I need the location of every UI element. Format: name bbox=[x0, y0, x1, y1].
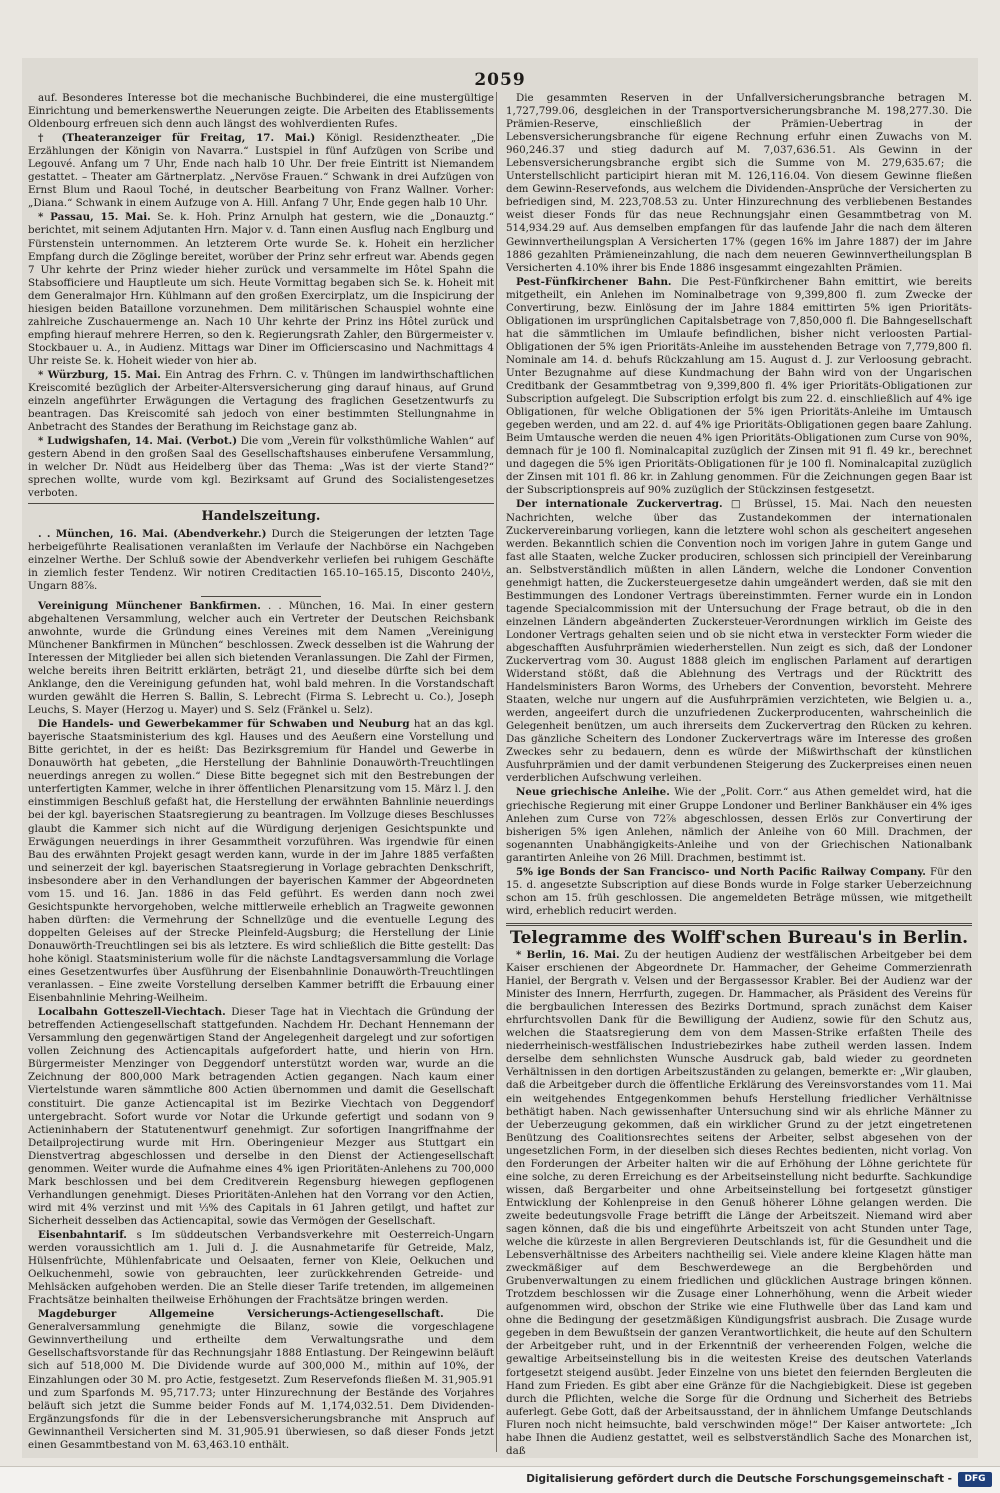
article-text: Zu der heutigen Audienz der westfälischen Arbeitgeber bei dem Kaiser erschienen der Abgeordnete Dr. Hammacher, der Geheime Commerzienrath Haniel, der Bergrath v. Velsen und der Bergassessor Krabler. Bei der Audienz war der Minister des Innern, Herrfurth, zugegen. Dr. Hammacher, als Präsident des Vereins für die bergbaulichen Interessen des Bezirks Dortmund, sprach zunächst dem Kaiser ehrfurchtsvollen Dank für die Bewilligung der Audienz, sowie für den Schutz aus, welchen die Staatsregierung dem von dem Massen-Strike erfaßten Theile des niederrheinisch-westfälischen Industriebezirkes habe zutheil werden lassen. Indem derselbe dem sehnlichsten Wunsche Ausdruck gab, bald wieder zu geordneten Verhältnissen in den dortigen Arbeitszuständen zu gelangen, bemerkte er: „Wir glauben, daß die Arbeitgeber durch die öffentliche Erklärung des Vereinsvorstandes vom 11. Mai ein weitgehendes Entgegenkommen behufs Herstellung friedlicher Verhältnisse bethätigt haben. Nach gewissenhafter Untersuchung sind wir als ehrliche Männer zu der Ueberzeugung gekommen, daß ein wirklicher Grund zu der jetzt eingetretenen Benützung des Coalitionsrechtes seitens der Arbeiter, selbst abgesehen von der ungesetzlichen Form, in der dieselben sich dieses Rechtes bedienten, nicht vorlag. Von den Forderungen der Arbeiter halten wir die auf Erhöhung der Löhne gerichtete für eine solche, zu deren Erreichung es der Arbeitseinstellung nicht bedurfte. Sachkundige wissen, daß Bergarbeiter und ohne Arbeitseinstellung bei fortgesetzt günstiger Entwicklung der Kohlenpreise in den Genuß höherer Löhne gelangen werden. Die zweite bedeutungsvolle Frage betrifft die Länge der Arbeitszeit. Niemand wird aber sagen können, daß die bis und eingeführte Arbeitszeit von acht Stunden unter Tage, welche die kürzeste in allen Bergrevieren Deutschlands ist, für die Gesundheit und die Lebensverhältnisse des Arbeiters nachtheilig sei. Viele andere kleine Klagen hätte man zweckmäßiger auf dem Beschwerdewege an die Bergbehörden und Grubenverwaltungen zu einem friedlichen und glücklichen Austrage bringen können. Trotzdem beschlossen wir die Zusage einer Lohnerhöhung, wenn die Arbeit wieder aufgenommen wird, obschon der Strike wie eine Fluthwelle über das Land kam und ohne die Bedingung der gesetzmäßigen Kündigungsfrist ausbrach. Die Zusage wurde gegeben in dem Bewußtsein der ganzen Verantwortlichkeit, die heute auf den Schultern der Arbeitgeber ruht, und in der Erkenntniß der verheerenden Folgen, welche die gewaltige Arbeitseinstellung bis in die weitesten Kreise des deutschen Vaterlands fortgesetzt steigend ausübt. Jeder Einzelne von uns bietet den feiernden Bergleuten die Hand zum Frieden. Es gibt aber eine Gränze für die Nachgiebigkeit. Diese ist gegeben durch die Pflichten, welche die Sorge für die Ordnung und Sicherheit des Betriebs auferlegt. Gebe Gott, daß der Arbeitsausstand, der in ähnlichem Umfange Deutschlands Fluren noch nicht heimsuchte, bald verschwinden möge!“ Der Kaiser antwortete: „Ich habe Ihnen die Audienz gestattet, weil es selbstverständlich Sache des Monarchen ist, daß bbox=[506, 949, 972, 1457]
article-heading: Pest-Fünfkirchener Bahn. bbox=[516, 275, 672, 288]
column-divider bbox=[496, 92, 497, 1452]
article-heading: * Würzburg, 15. Mai. bbox=[38, 368, 161, 381]
article-text: Ein Antrag des Frhrn. C. v. Thüngen im landwirthschaftlichen Kreiscomité bezüglich der Arbeiter-Altersversicherung ging darauf hinaus, auf Grund einzeln angeführter Erwägungen die Vertagung des fraglichen Gesetzentwurfs zu beantragen. Das Kreiscomité sah jedoch von einer bestimmten Stellungnahme in Anbetracht des Standes der Berathung im Reichstage ganz ab. bbox=[28, 368, 495, 434]
digitization-footer bbox=[0, 1466, 1000, 1493]
right-column bbox=[506, 92, 972, 1459]
article-griechische-anleihe bbox=[506, 786, 972, 864]
article-heading: Vereinigung Münchener Bankfirmen. bbox=[38, 599, 261, 612]
article-heading: 5% ige Bonds der San Francisco- und North Pacific Railway Company. bbox=[516, 865, 926, 878]
article-text: Die Generalversammlung genehmigte die Bilanz, sowie die vorgeschlagene Gewinnvertheilung und ertheilte dem Verwaltungsrathe und dem Gesellschaftsvorstande für das Rechnungsjahr 1888 Entlastung. Der Reingewinn beläuft sich auf 518,000 M. Die Dividende wurde auf 300,000 M., mithin auf 10%, der Einzahlungen oder 30 M. pro Actie, festgesetzt. Zum Reservefonds fließen M. 31,905.91 und zum Sparfonds M. 95,717.73; unter Hinzurechnung der Bestände des Vorjahres beläuft sich jetzt die Summe beider Fonds auf M. 1,174,032.51. Dem Dividenden-Ergänzungsfonds für die in der Lebensversicherungsbranche mit Anspruch auf Gewinnantheil Versicherten sind M. 31,905.91 überwiesen, so daß dieser Fonds jetzt einen Gesammtbestand von M. 63,463.10 enthält. bbox=[28, 1308, 494, 1451]
article-text: Se. k. Hoh. Prinz Arnulph hat gestern, wie die „Donauztg.“ berichtet, mit seinem Adjutanten Hrn. Major v. d. Tann einen Ausflug nach Englburg und Fürstenstein unternommen. An letzterem Orte wurde Se. k. Hoheit ein herzlicher Empfang durch die Zöglinge bereitet, worüber der Prinz sehr erfreut war. Abends gegen 7 Uhr kehrte der Prinz wieder hieher zurück und versammelte im Hôtel Spahn die Stabsofficiere und Hauptleute um sich. Heute Vormittag begaben sich Se. k. Hoheit mit dem Generalmajor Hrn. Kühlmann auf den großen Exercirplatz, um die Inspicirung der hiesigen beiden Bataillone vorzunehmen. Dem militärischen Schauspiel wohnte eine zahlreiche Zuschauermenge an. Nach 10 Uhr kehrte der Prinz ins Hôtel zurück und empfing hierauf mehrere Herren, so den k. Regierungsrath Zahler, den Bürgermeister v. Stockbauer u. A., in Audienz. Mittags war Diner im Officierscasino und Nachmittags 4 Uhr reiste Se. k. Hoheit wieder von hier ab. bbox=[28, 211, 494, 367]
article-theater bbox=[28, 132, 494, 210]
section-title-telegramme: Telegramme des Wolff'schen Bureau's in Berlin. bbox=[509, 927, 969, 948]
article-localbahn bbox=[28, 1006, 494, 1228]
section-title-handelszeitung: Handelszeitung. bbox=[201, 509, 321, 525]
article-magdeburger bbox=[28, 1308, 494, 1452]
article-text: □ Brüssel, 15. Mai. Nach den neuesten Nachrichten, welche über das Zustandekommen der internationalen Zuckervereinbarung vorliegen, kann die letztere wohl schon als gescheitert angesehen werden. Bekanntlich schien die Convention noch im vorigen Jahre in gutem Gange und fast alle Staaten, welche Zucker produciren, schlossen sich principiell der Vereinbarung an. Selbstverständlich müßten in allen Ländern, welche die Londoner Convention genehmigt hatten, die Zuckersteuergesetze dahin umgeändert werden, daß sie mit den Bestimmungen des Londoner Vertrags übereinstimmten. Ferner wurde ein in London tagende Specialcommission mit der Untersuchung der Frage betraut, ob die in den einzelnen Ländern abgeänderten Zuckersteuer-Verordnungen wirklich im Geiste des Londoner Vertrags gehalten seien und ob sie nicht etwa in versteckter Form wieder die abgeschafften Ausfuhrprämien wiederherstellen. Nun zeigt es sich, daß der Londoner Zuckervertrag vom 30. August 1888 gleich im englischen Parlament auf derartigen Widerstand stößt, daß die Ablehnung des Vertrags und der Rücktritt des Handelsministers Baron Worms, des Urhebers der Convention, bevorsteht. Mehrere Staaten, welche nur ungern auf die Ausfuhrprämien verzichteten, wie Belgien u. a., werden, angeeifert durch die unzufriedenen Zuckerproducenten, wahrscheinlich die Gelegenheit benützen, um auch ihrerseits dem Zuckervertrag den Rücken zu kehren. Das gänzliche Scheitern des Londoner Zuckervertrags wäre im Interesse des großen Zweckes sehr zu bedauern, denn es würde der Mißwirthschaft der künstlichen Ausfuhrprämien und der damit verbundenen Steigerung des Zuckerpreises einen neuen verderblichen Aufschwung verleihen. bbox=[506, 498, 972, 785]
article-passau bbox=[28, 211, 494, 368]
article-text: hat an das kgl. bayerische Staatsministerium des kgl. Hauses und des Aeußern eine Vorstellung und Bitte gerichtet, in der es heißt: Das Bezirksgremium für Handel und Gewerbe in Donauwörth hat gebeten, „die Herstellung der Bahnlinie Donauwörth-Treuchtlingen neuerdings anregen zu wollen.“ Diese Bitte begegnet sich mit den Bestrebungen der unterfertigten Kammer, welche in ihrer öffentlichen Plenarsitzung vom 15. März l. J. den einstimmigen Beschluß gefaßt hat, die Herstellung der erwähnten Bahnlinie neuerdings bei der kgl. bayerischen Staatsregierung zu beantragen. Im Vollzuge dieses Beschlusses glaubt die Kammer sich nicht auf die Würdigung derjenigen Gesichtspunkte und Erwägungen neuerdings in ihrer Gesammtheit vorzuführen. Was irgendwie für einen Bau des erwähnten Projekt gesagt werden kann, wurde in der im Jahre 1885 verfaßten und seinerzeit der kgl. bayerischen Staatsregierung in Vorlage gebrachten Denkschrift, insbesondere aber in den Verhandlungen der bayerischen Kammer der Abgeordneten vom 15. und 16. Jan. 1886 in das Feld geführt. Es werden dann noch zwei Gesichtspunkte hervorgehoben, welche mittlerweile erheblich an Tragweite gewonnen haben dürften: die Vermehrung der Schnellzüge und die eventuelle Legung des doppelten Geleises auf der Strecke Pleinfeld-Augsburg; die Herstellung der Linie Donauwörth-Treuchtlingen sei bis als letztere. Es wird schließlich die Bitte gestellt: Das hohe königl. Staatsministerium wolle für die nächste Landtagsversammlung die Vorlage eines Gesetzentwurfes über Ausführung der Eisenbahnlinie Donauwörth-Treuchtlingen veranlassen. – Eine zweite Vorstellung derselben Kammer betrifft die Erbauung einer Eisenbahnlinie Mehring-Weilheim. bbox=[28, 718, 494, 1005]
article-heading: Magdeburger Allgemeine Versicherungs-Actiengesellschaft. bbox=[38, 1308, 444, 1321]
article-berlin bbox=[506, 949, 972, 1458]
article-heading: * Ludwigshafen, 14. Mai. (Verbot.) bbox=[38, 435, 238, 448]
article-handelskammer bbox=[28, 718, 494, 1005]
article-text: . . München, 16. Mai. In einer gestern abgehaltenen Versammlung, welcher auch ein Vertreter der Deutschen Reichsbank anwohnte, wurde die Gründung eines Vereines mit dem Namen „Vereinigung Münchener Bankfirmen in München“ beschlossen. Zweck desselben ist die Wahrung der Interessen der Mitglieder bei allen sich bietenden Veranlassungen. Die Zahl der Firmen, welche bereits ihren Beitritt erklärten, beträgt 21, und dieselbe dürfte sich bei dem Anklange, den die Vereinigung gefunden hat, wohl bald mehren. In die Vorstandschaft wurden gewählt die Herren S. Ballin, S. Lebrecht (Firma S. Lebrecht u. Co.), Joseph Leuchs, S. Mayer (Herzog u. Mayer) und S. Selz (Fränkel u. Selz). bbox=[28, 599, 494, 717]
section-rule bbox=[28, 503, 494, 504]
article-pest-bahn bbox=[506, 276, 972, 498]
article-text: s Im süddeutschen Verbandsverkehre mit Oesterreich-Ungarn werden voraussichtlich am 1. Juli d. J. die Ausnahmetarife für Getreide, Malz, Hülsenfrüchte, Mühlenfabricate und Oelsaaten, ferner von Kleie, Oelkuchen und Oelkuchenmehl, sowie von gebrauchten, leer zurückkehrenden Getreide- und Mehlsäcken aufgehoben werden. Die an Stelle dieser Tarife tretenden, im allgemeinen Frachtsätze beinhalten theilweise Erhöhungen der Frachtsätze bringen werden. bbox=[28, 1228, 495, 1307]
article-heading: Neue griechische Anleihe. bbox=[516, 786, 670, 799]
article-text: Dieser Tage hat in Viechtach die Gründung der betreffenden Actiengesellschaft stattgefunden. Nachdem Hr. Dechant Hennemann der Versammlung den gegenwärtigen Stand der Angelegenheit dargelegt und zur sofortigen vollen Zeichnung des Actiencapitals aufgefordert hatte, und hierin von Hrn. Bürgermeister Menzinger von Deggendorf unterstützt worden war, wurde an die Zeichnung der 800,000 Mark betragenden Actien gegangen. Nach kaum einer Viertelstunde waren sämmtliche 800 Actien übernommen und damit die Gesellschaft constituirt. Die ganze Actiencapital ist im Bezirke Viechtach von Deggendorf untergebracht. Sofort wurde vor Notar die Urkunde gefertigt und sodann von 9 Actieninhabern der Statutenentwurf genehmigt. Zur sofortigen Inangriffnahme der Detailprojectirung wurde mit Hrn. Oberingenieur Mezger aus Stuttgart ein Dienstvertrag abgeschlossen und derselbe in den Dienst der Actiengesellschaft genommen. Weiter wurde die Aufnahme eines 4% igen Prioritäten-Anlehens zu 700,000 Mark beschlossen und bei dem Creditverein Regensburg hiewegen gepflogenen Verhandlungen genehmigt. Dieses Prioritäten-Anlehen hat den Vorrang vor den Actien, wird mit 4% verzinst und mit ⅓% des Capitals in 61 Jahren getilgt, und haftet zur Sicherheit desselben das Actiencapital, sowie das Vermögen der Gesellschaft. bbox=[28, 1006, 494, 1227]
short-rule bbox=[201, 596, 321, 597]
article-bonds bbox=[506, 866, 972, 918]
article-text: Die vom „Verein für volksthümliche Wahlen“ auf gestern Abend in den großen Saal des Gesellschaftshauses einberufene Versammlung, in welcher Dr. Nüdt aus Heidelberg über das Thema: „Was ist der vierte Stand?“ sprechen wollte, wurde vom kgl. Bezirksamt auf Grund des Socialistengesetzes verboten. bbox=[28, 435, 494, 500]
dfg-logo: DFG bbox=[958, 1472, 992, 1487]
article-text: Königl. Residenztheater. „Die Erzählungen der Königin von Navarra.“ Lustspiel in fünf Aufzügen von Scribe und Legouvé. Anfang um 7 Uhr, Ende nach halb 10 Uhr. Der freie Eintritt ist Niemandem gestattet. – Theater am Gärtnerplatz. „Nervöse Frauen.“ Schwank in drei Aufzügen von Ernst Blum und Raoul Toché, in deutscher Bearbeitung von Franz Wallner. Vorher: „Diana.“ Schwank in einem Aufzuge von A. Hill. Anfang 7 Uhr, Ende gegen halb 10 Uhr. bbox=[28, 132, 494, 210]
article-ludwigshafen bbox=[28, 435, 494, 500]
article-heading: * Berlin, 16. Mai. bbox=[516, 949, 620, 961]
footer-credit-text: Digitalisierung gefördert durch die Deutsche Forschungsgemeinschaft - bbox=[526, 1473, 952, 1485]
article-heading: . . München, 16. Mai. (Abendverkehr.) bbox=[38, 527, 267, 540]
article-paragraph: auf. Besonderes Interesse bot die mechanische Buchbinderei, die eine mustergültige Einrichtung und bemerkenswerthe Neuerungen zeigte. Die Arbeiten des Etablissements Oldenbourg erfreuen sich denn auch längst des wohlverdienten Rufes. bbox=[28, 92, 494, 131]
article-bankfirmen bbox=[28, 600, 494, 717]
page-number: 2059 bbox=[474, 70, 526, 90]
article-zuckervertrag bbox=[506, 498, 972, 785]
article-heading: Die Handels- und Gewerbekammer für Schwaben und Neuburg bbox=[38, 718, 410, 731]
article-heading: * Passau, 15. Mai. bbox=[38, 211, 151, 224]
article-text: Für den 15. d. angesetzte Subscription auf diese Bonds wurde in Folge starker Ueberzeichnung schon am 15. früh geschlossen. Die angemeldeten Beträge müssen, wie mitgetheilt wird, erheblich reducirt werden. bbox=[506, 865, 973, 917]
article-heading: Eisenbahntarif. bbox=[38, 1228, 127, 1241]
article-heading: Localbahn Gotteszell-Viechtach. bbox=[38, 1006, 226, 1019]
article-text: Wie der „Polit. Corr.“ aus Athen gemeldet wird, hat die griechische Regierung mit einer Gruppe Londoner und Berliner Bankhäuser ein 4% iges Anlehen zum Curse von 72⅞ abgeschlossen, dessen Erlös zur Convertirung der bisherigen 5% igen Anlehen, nämlich der Anleihe von 60 Mill. Drachmen, der sogenannten Unabhängigkeits-Anleihe und von der Griechischen Nationalbank garantirten Anleihe von 26 Mill. Drachmen, bestimmt ist. bbox=[506, 786, 972, 864]
article-wuerzburg bbox=[28, 369, 494, 434]
article-text: Durch die Steigerungen der letzten Tage herbeigeführte Realisationen veranlaßten im Verlaufe der Nachbörse ein Nachgeben einzelner Werthe. Der Schluß sowie der Abendverkehr verliefen bei ruhigem Geschäfte in ziemlich fester Tendenz. Wir notiren Creditactien 165.10–165.15, Disconto 240½, Ungarn 88⅞. bbox=[28, 527, 494, 592]
left-column bbox=[28, 92, 494, 1453]
article-text: Die Pest-Fünfkirchener Bahn emittirt, wie bereits mitgetheilt, ein Anlehen im Nominalbetrage von 9,399,800 fl. zum Zwecke der Convertirung, bezw. Einlösung der im Jahre 1884 emittirten 5% igen Prioritäts-Obligationen im ursprünglichen Capitalsbetrage von 7,850,000 fl. Die Bahngesellschaft hat die sämmtlichen im Umlaufe befindlichen, bisher nicht verloosten Partial-Obligationen der 5% igen Prioritäts-Anleihe im ausstehenden Betrage von 7,779,800 fl. Nominale am 14. d. behufs Rückzahlung am 15. August d. J. zur Verloosung gebracht. Unter Bezugnahme auf diese Kundmachung der Bahn wird von der Ungarischen Creditbank der Gesammtbetrag von 9,399,800 fl. 4% iger Prioritäts-Obligationen zur Subscription aufgelegt. Die Subscription erfolgt bis zum 22. d. einschließlich auf 4% ige Obligationen, für welche Obligationen der 5% igen Prioritäts-Anleihe im Umtausch gegeben werden, und am 22. d. auf 4% ige Prioritäts-Obligationen gegen baare Zahlung. Beim Umtausche werden die neuen 4% igen Prioritäts-Obligationen zum Curse von 90%, demnach für je 100 fl. Nominalcapital zuzüglich der Zinsen mit 91 fl. 49 kr., berechnet und dagegen die 5% igen Prioritäts-Obligationen für je 100 fl. Nominalcapital zuzüglich der Zinsen mit 101 fl. 86 kr. in Zahlung genommen. Für die Zeichnungen gegen Baar ist der Subscriptionspreis auf 90% zuzüglich der Stückzinsen festgesetzt. bbox=[506, 275, 972, 497]
section-rule bbox=[506, 923, 972, 926]
article-heading: † (Theateranzeiger für Freitag, 17. Mai.) bbox=[38, 132, 316, 145]
article-eisenbahntarif bbox=[28, 1229, 494, 1307]
article-heading: Der internationale Zuckervertrag. bbox=[516, 498, 723, 511]
article-paragraph: Die gesammten Reserven in der Unfallversicherungsbranche betragen M. 1,727,799.06, desgleichen in der Transportversicherungsbranche M. 198,277.30. Die Prämien-Reserve, einschließlich der Prämien-Uebertrag in der Lebensversicherungsbranche für eigene Rechnung erfuhr einen Zuwachs von M. 960,246.37 und stieg dadurch auf M. 7,037,636.51. Als Gewinn in der Lebensversicherungsbranche ergibt sich die Summe von M. 279,635.67; die Unterstellschlicht participirt hieran mit M. 126,116.04. Von diesem Gewinne fließen dem Gewinn-Reservefonds, aus welchem die Dividenden-Ansprüche der Versicherten zu befriedigen sind, M. 223,708.53 zu. Unter Hinzurechnung des verbliebenen Bestandes weist dieser Fonds für das neue Rechnungsjahr einen Gesammtbetrag von M. 514,934.29 auf. Aus demselben empfangen für das laufende Jahr die nach dem älteren Gewinnvertheilungsplan A Versicherten 17% (gegen 16% im Jahre 1887) der im Jahre 1886 gezahlten Prämieneinzahlung, die nach dem neueren Gewinnvertheilungsplan B Versicherten 4.10% ihrer bis Ende 1886 insgesammt eingezahlten Prämien. bbox=[506, 92, 972, 274]
article-muenchen-boerse bbox=[28, 528, 494, 593]
